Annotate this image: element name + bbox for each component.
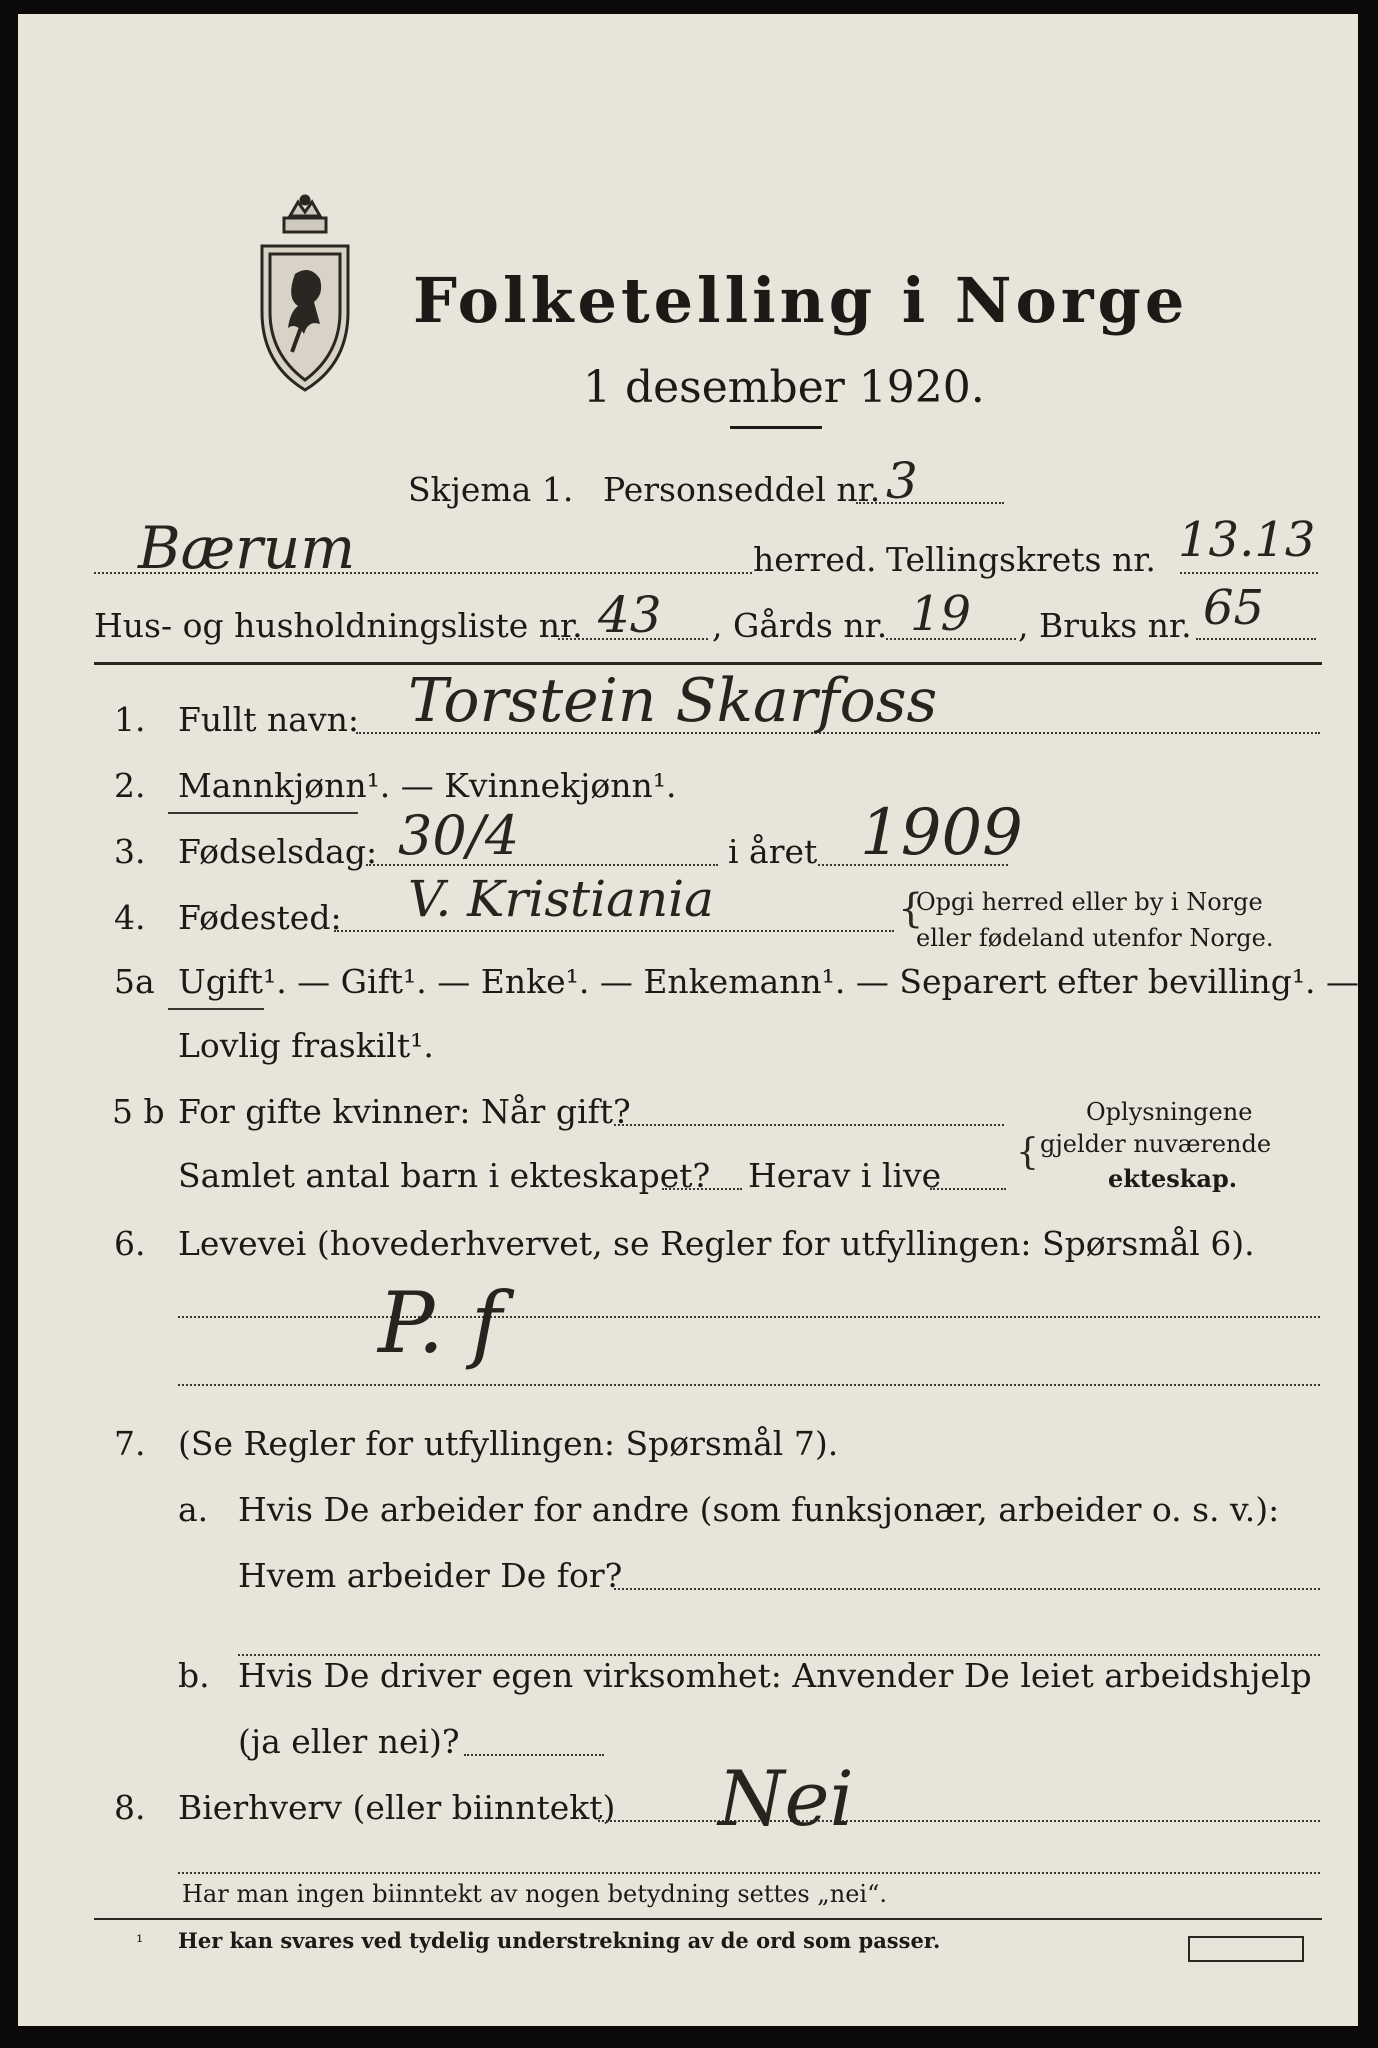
q8-label: Bierhverv (eller biinntekt) — [178, 1788, 616, 1827]
bruks-label: , Bruks nr. — [1018, 606, 1192, 645]
hus-value: 43 — [598, 586, 662, 644]
q4-label: Fødested: — [178, 898, 342, 937]
q7a-line-1 — [614, 1588, 1320, 1590]
title-divider — [730, 426, 822, 429]
q5b-barn-line — [662, 1188, 742, 1190]
norwegian-coat-of-arms-icon — [250, 194, 360, 394]
census-form — [18, 14, 1358, 2026]
q2-number: 2. — [114, 766, 146, 805]
form-subtitle: 1 desember 1920. — [583, 362, 985, 413]
q4-note-2: eller fødeland utenfor Norge. — [916, 924, 1274, 952]
q7b-label: Hvis De driver egen virksomhet: Anvender De leiet arbeidshjelp — [238, 1656, 1312, 1695]
q3-label: Fødselsdag: — [178, 832, 378, 871]
q6-value: P. f — [378, 1274, 502, 1372]
q2-label: Mannkjønn¹. — Kvinnekjønn¹. — [178, 766, 677, 805]
q5a-ugift-underline — [168, 1008, 264, 1010]
q3-value: 30/4 — [398, 804, 520, 867]
skjema-label: Skjema 1. — [408, 470, 574, 509]
form-title: Folketelling i Norge — [413, 264, 1189, 337]
q8-value: Nei — [718, 1754, 854, 1843]
footnote-divider — [94, 1918, 1322, 1920]
q5b-herav-label: Herav i live — [748, 1156, 942, 1195]
herred-label: herred. — [753, 540, 877, 579]
q5b-note-2: gjelder nuværende — [1040, 1130, 1272, 1158]
q4-line — [334, 930, 894, 932]
tellingskrets-line — [1180, 572, 1318, 574]
q8-line-2 — [178, 1872, 1320, 1874]
q3-year-value: 1909 — [860, 796, 1023, 870]
q5a-label: Ugift¹. — Gift¹. — Enke¹. — Enkemann¹. — Separert efter bevilling¹. — — [178, 962, 1360, 1001]
q1-value: Torstein Skarfoss — [408, 666, 938, 736]
q6-line-1 — [178, 1316, 1320, 1318]
gards-label: , Gårds nr. — [712, 606, 888, 645]
q5a-number: 5a — [114, 962, 155, 1001]
q7a-number: a. — [178, 1490, 209, 1529]
tellingskrets-label: Tellingskrets nr. — [886, 540, 1156, 579]
hus-label: Hus- og husholdningsliste nr. — [94, 606, 583, 645]
q8-line-1 — [598, 1820, 1320, 1822]
q5b-note-3: ekteskap. — [1108, 1164, 1238, 1193]
q7a-label: Hvis De arbeider for andre (som funksjonær, arbeider o. s. v.): — [238, 1490, 1280, 1529]
q7a-label-2: Hvem arbeider De for? — [238, 1556, 623, 1595]
personseddel-label: Personseddel nr. — [603, 470, 881, 509]
gards-value: 19 — [910, 586, 972, 642]
q7b-line — [464, 1754, 604, 1756]
q7b-label-2: (ja eller nei)? — [238, 1722, 460, 1761]
q6-line-2 — [178, 1384, 1320, 1386]
q5b-note-1: Oplysningene — [1086, 1098, 1253, 1126]
q5b-herav-line — [930, 1188, 1006, 1190]
q5b-number: 5 b — [112, 1092, 165, 1131]
q4-number: 4. — [114, 898, 146, 937]
q5b-label: For gifte kvinner: Når gift? — [178, 1092, 631, 1131]
q5b-line — [614, 1124, 1004, 1126]
footnote-text: Her kan svares ved tydelig understrekning av de ord som passer. — [178, 1928, 941, 1953]
q5b-label-2: Samlet antal barn i ekteskapet? — [178, 1156, 711, 1195]
herred-value: Bærum — [138, 514, 356, 582]
q1-number: 1. — [114, 700, 146, 739]
printer-stamp — [1188, 1936, 1304, 1962]
q7-label: (Se Regler for utfyllingen: Spørsmål 7). — [178, 1424, 839, 1463]
q6-number: 6. — [114, 1224, 146, 1263]
q3-year-label: i året — [728, 832, 818, 871]
q7b-num: b. — [178, 1656, 210, 1695]
q5a-label-2: Lovlig fraskilt¹. — [178, 1026, 434, 1065]
q4-note-1: Opgi herred eller by i Norge — [916, 888, 1263, 916]
personseddel-value: 3 — [886, 452, 918, 510]
q1-label: Fullt navn: — [178, 700, 359, 739]
bruks-value: 65 — [1203, 580, 1265, 636]
q4-brace-icon: { — [898, 886, 924, 932]
q8-note: Har man ingen biinntekt av nogen betydning settes „nei“. — [182, 1880, 887, 1908]
q5b-brace-icon: { — [1016, 1132, 1039, 1173]
personseddel-line — [856, 502, 1004, 504]
footnote-mark: ¹ — [136, 1932, 144, 1953]
q3-number: 3. — [114, 832, 146, 871]
q7-number: 7. — [114, 1424, 146, 1463]
q8-number: 8. — [114, 1788, 146, 1827]
q6-label: Levevei (hovederhvervet, se Regler for utfyllingen: Spørsmål 6). — [178, 1224, 1255, 1263]
header-divider — [94, 662, 1322, 665]
bruks-line — [1196, 638, 1316, 640]
tellingskrets-value: 13.13 — [1178, 512, 1316, 568]
q4-value: V. Kristiania — [408, 870, 714, 928]
q2-mannkjonn-underline — [168, 812, 358, 814]
